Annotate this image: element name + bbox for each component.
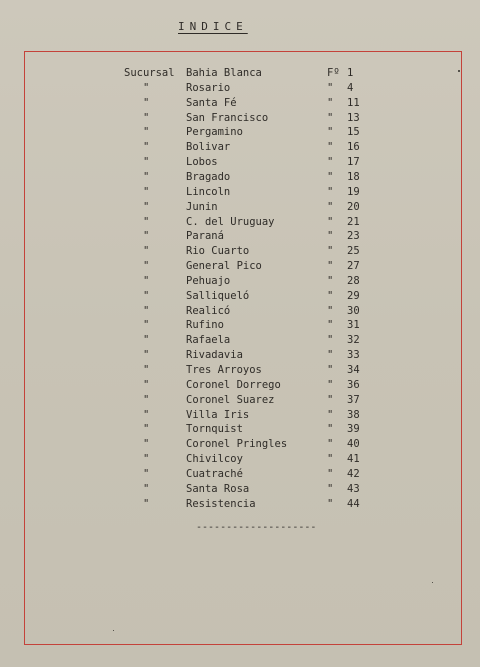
entry-page-number: 42 (347, 467, 360, 480)
index-entry (0, 333, 480, 348)
entry-folio-mark: " (327, 141, 334, 154)
entry-page-number: 1 (347, 67, 354, 79)
entry-folio-mark: " (327, 408, 334, 421)
entry-page-number: 41 (347, 453, 360, 466)
entry-branch-name: Cuatraché (186, 467, 243, 480)
entry-ditto-mark: " (143, 453, 150, 466)
entry-page-number: 16 (347, 141, 360, 154)
index-entry (0, 422, 480, 437)
entry-ditto-mark: " (143, 200, 150, 213)
index-entry (0, 437, 480, 452)
index-entry (0, 482, 480, 497)
index-entry (0, 185, 480, 200)
entry-ditto-mark: " (143, 393, 150, 406)
index-entry (0, 66, 480, 81)
index-entry (0, 200, 480, 215)
entry-page-number: 36 (347, 378, 360, 391)
entry-branch-name: Villa Iris (186, 408, 250, 421)
entry-folio-mark: " (327, 497, 334, 510)
entry-ditto-mark: " (143, 378, 150, 391)
entry-folio-mark: " (327, 304, 334, 317)
index-entry (0, 289, 480, 304)
entry-branch-name: Coronel Dorrego (186, 378, 281, 391)
entry-page-number: 34 (347, 364, 360, 376)
entry-branch-name: Tornquist (186, 423, 243, 436)
entry-page-number: 15 (347, 126, 360, 139)
paper-speck (113, 630, 114, 631)
entry-branch-name: Lobos (186, 156, 218, 169)
entry-folio-mark: " (327, 349, 334, 362)
entry-folio-mark: " (327, 319, 334, 332)
entry-branch-name: Salliqueló (186, 289, 250, 302)
index-entry (0, 96, 480, 111)
entry-page-number: 32 (347, 334, 360, 347)
index-entry (0, 259, 480, 274)
paper-speck (432, 582, 433, 583)
entry-branch-name: Tres Arroyos (186, 364, 262, 376)
entry-branch-name: Rafaela (186, 334, 231, 347)
entry-page-number: 25 (347, 245, 360, 258)
index-entry (0, 125, 480, 140)
index-entry (0, 170, 480, 185)
entry-folio-mark: " (327, 453, 334, 466)
entry-ditto-mark: " (143, 364, 150, 376)
entry-page-number: 11 (347, 96, 360, 109)
entry-folio-mark: " (327, 215, 334, 228)
entry-page-number: 40 (347, 438, 360, 451)
index-entry (0, 452, 480, 467)
entry-folio-mark: " (327, 111, 334, 124)
index-entry (0, 378, 480, 393)
entry-branch-name: Coronel Pringles (186, 438, 288, 451)
entry-ditto-mark: " (143, 156, 150, 169)
entry-page-number: 39 (347, 423, 360, 436)
entry-branch-name: Resistencia (186, 497, 256, 510)
entry-ditto-mark: " (143, 230, 150, 243)
index-entry (0, 244, 480, 259)
entry-folio-mark: " (327, 126, 334, 139)
entry-branch-name: Rosario (186, 81, 231, 94)
entry-page-number: 44 (347, 497, 360, 510)
entry-ditto-mark: " (143, 274, 150, 287)
entry-branch-name: Bolivar (186, 141, 231, 154)
entry-page-number: 28 (347, 274, 360, 287)
index-entry (0, 304, 480, 319)
index-entry (0, 497, 480, 512)
entry-ditto-mark: " (143, 141, 150, 154)
entry-branch-name: Junin (186, 200, 218, 213)
entry-ditto-mark: " (143, 170, 150, 183)
entry-ditto-mark: " (143, 111, 150, 124)
entry-page-number: 43 (347, 482, 360, 495)
entry-ditto-mark: " (143, 438, 150, 451)
page-title: INDICE (178, 20, 248, 33)
entry-branch-name: Chivilcoy (186, 453, 243, 466)
entry-ditto-mark: " (143, 81, 150, 94)
entry-branch-name: Realicó (186, 304, 231, 317)
entry-ditto-mark: " (143, 245, 150, 258)
entry-folio-mark: " (327, 482, 334, 495)
entry-folio-mark: " (327, 200, 334, 213)
entry-folio-mark: " (327, 393, 334, 406)
entry-folio-mark: " (327, 245, 334, 258)
entry-branch-name: Rufino (186, 319, 224, 332)
entry-page-number: 13 (347, 111, 360, 124)
entry-branch-name: Bahia Blanca (186, 67, 262, 79)
index-entry (0, 81, 480, 96)
entry-branch-name: Pehuajo (186, 274, 231, 287)
entry-page-number: 37 (347, 393, 360, 406)
index-entry (0, 111, 480, 126)
index-entry (0, 348, 480, 363)
entry-folio-mark: " (327, 96, 334, 109)
index-entry (0, 274, 480, 289)
index-entry (0, 363, 480, 378)
entry-branch-name: Rio Cuarto (186, 245, 250, 258)
entry-folio-mark: " (327, 185, 334, 198)
entry-page-number: 38 (347, 408, 360, 421)
entry-page-number: 4 (347, 81, 354, 94)
entry-ditto-mark: " (143, 482, 150, 495)
entry-ditto-mark: " (143, 423, 150, 436)
entry-branch-name: San Francisco (186, 111, 269, 124)
entry-folio-mark: " (327, 230, 334, 243)
entry-ditto-mark: " (143, 304, 150, 317)
entry-folio-mark: " (327, 81, 334, 94)
entry-folio-mark: " (327, 467, 334, 480)
entry-folio-mark: " (327, 378, 334, 391)
entry-page-number: 20 (347, 200, 360, 213)
entry-ditto-mark: " (143, 260, 150, 273)
entry-branch-name: C. del Uruguay (186, 215, 275, 228)
entry-branch-name: Santa Rosa (186, 482, 250, 495)
entry-branch-name: Pergamino (186, 126, 243, 139)
entry-folio-mark: " (327, 170, 334, 183)
entry-folio-mark: Fº (327, 67, 340, 79)
entry-ditto-mark: " (143, 497, 150, 510)
entry-branch-name: Paraná (186, 230, 224, 243)
entry-ditto-mark: " (143, 467, 150, 480)
entry-ditto-mark: " (143, 185, 150, 198)
index-entry (0, 408, 480, 423)
entry-page-number: 18 (347, 170, 360, 183)
entry-page-number: 19 (347, 185, 360, 198)
entry-branch-name: Coronel Suarez (186, 393, 275, 406)
entry-folio-mark: " (327, 438, 334, 451)
entry-ditto-mark: " (143, 349, 150, 362)
entry-branch-name: General Pico (186, 260, 262, 273)
entry-ditto-mark: " (143, 96, 150, 109)
index-entry (0, 229, 480, 244)
index-entry (0, 467, 480, 482)
entry-page-number: 23 (347, 230, 360, 243)
entry-branch-name: Bragado (186, 170, 231, 183)
index-entry (0, 393, 480, 408)
paper-speck (458, 70, 460, 72)
entry-page-number: 27 (347, 260, 360, 273)
entry-folio-mark: " (327, 364, 334, 376)
entry-page-number: 30 (347, 304, 360, 317)
entry-ditto-mark: " (143, 334, 150, 347)
entry-folio-mark: " (327, 423, 334, 436)
entry-page-number: 29 (347, 289, 360, 302)
entry-ditto-mark: " (143, 126, 150, 139)
entry-ditto-mark: " (143, 289, 150, 302)
entry-folio-mark: " (327, 260, 334, 273)
index-entry (0, 318, 480, 333)
entry-ditto-mark: " (143, 408, 150, 421)
entry-ditto-mark: " (143, 319, 150, 332)
entry-ditto-mark: " (143, 215, 150, 228)
entry-page-number: 21 (347, 215, 360, 228)
closing-divider: -------------------- (196, 522, 317, 533)
index-entry (0, 215, 480, 230)
entry-branch-name: Lincoln (186, 185, 231, 198)
entry-branch-name: Rivadavia (186, 349, 243, 362)
entry-folio-mark: " (327, 274, 334, 287)
entry-folio-mark: " (327, 156, 334, 169)
entry-page-number: 33 (347, 349, 360, 362)
entry-folio-mark: " (327, 289, 334, 302)
entry-label: Sucursal (124, 67, 175, 79)
entry-folio-mark: " (327, 334, 334, 347)
entry-page-number: 17 (347, 156, 360, 169)
index-entry (0, 155, 480, 170)
entry-page-number: 31 (347, 319, 360, 332)
entry-branch-name: Santa Fé (186, 96, 237, 109)
index-entry (0, 140, 480, 155)
